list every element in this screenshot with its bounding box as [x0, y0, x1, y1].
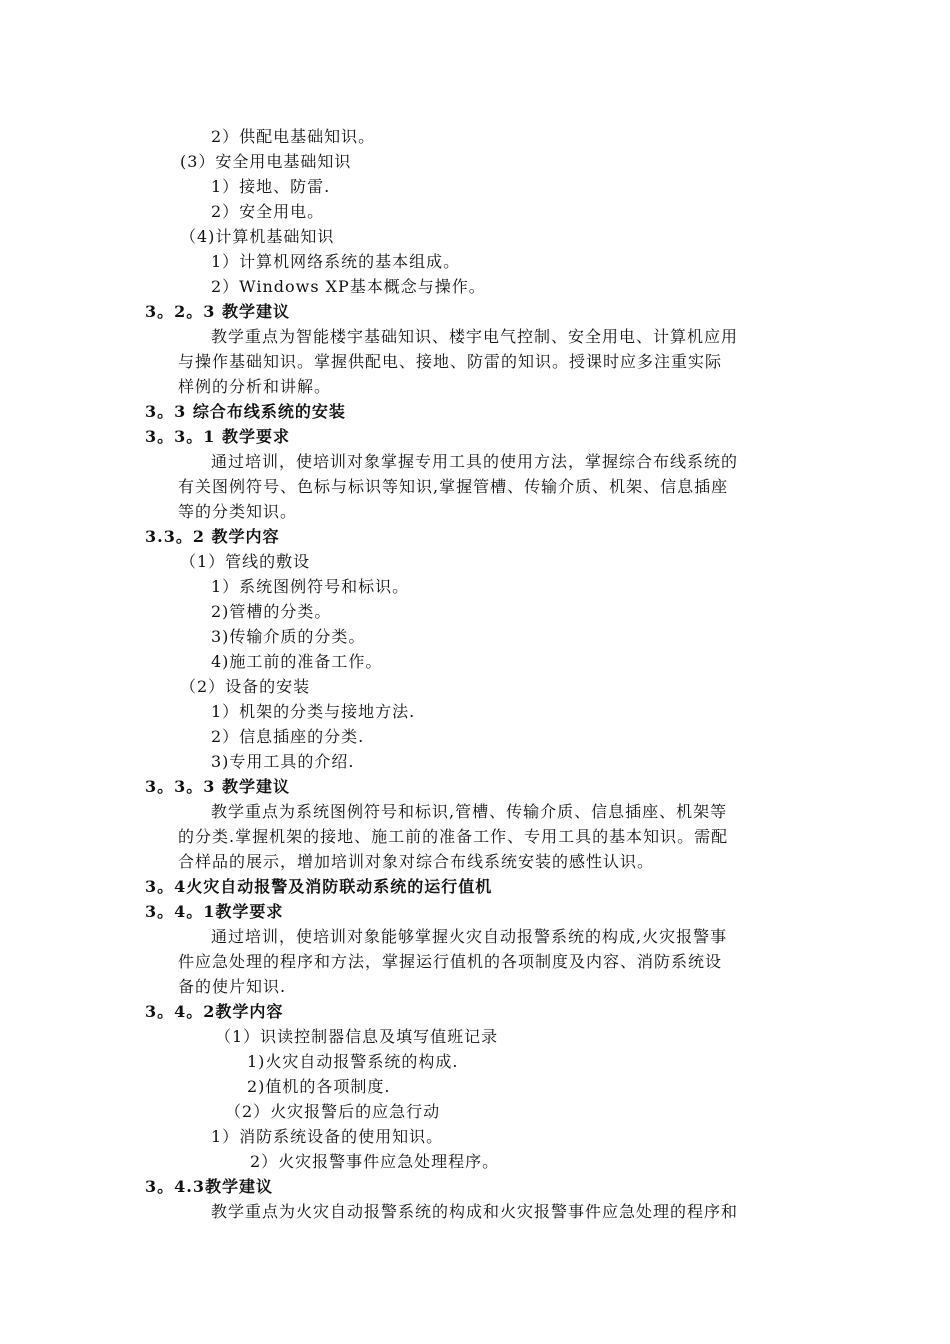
- paragraph-line: 件应急处理的程序和方法，掌握运行值机的各项制度及内容、消防系统设: [178, 952, 723, 971]
- section-heading: 3。3。1 教学要求: [145, 427, 290, 446]
- list-item: 1）系统图例符号和标识。: [211, 577, 410, 596]
- list-item: 1）接地、防雷.: [211, 177, 331, 196]
- paragraph-line: 教学重点为系统图例符号和标识,管槽、传输介质、信息插座、机架等: [211, 802, 728, 821]
- list-item: 2）供配电基础知识。: [211, 127, 376, 146]
- section-heading: 3。4.3教学建议: [145, 1177, 273, 1196]
- list-item: 2）火灾报警事件应急处理程序。: [250, 1152, 500, 1171]
- paragraph-line: 备的使片知识.: [178, 977, 287, 996]
- list-item: 2)管槽的分类。: [211, 602, 332, 621]
- section-heading: 3。3 综合布线系统的安装: [145, 402, 346, 421]
- section-heading: 3.3。2 教学内容: [145, 527, 280, 546]
- list-item: 2）安全用电。: [211, 202, 325, 221]
- list-item: 4)施工前的准备工作。: [211, 652, 383, 671]
- list-item: 2）信息插座的分类.: [211, 727, 365, 746]
- paragraph-line: 有关图例符号、色标与标识等知识,掌握管槽、传输介质、机架、信息插座: [178, 477, 729, 496]
- list-item: （2）设备的安装: [180, 677, 311, 696]
- list-item: 1)火灾自动报警系统的构成.: [247, 1052, 459, 1071]
- list-item: （1）管线的敷设: [180, 552, 311, 571]
- list-item: 1）计算机网络系统的基本组成。: [211, 252, 461, 271]
- list-item: 3)专用工具的介绍.: [211, 752, 355, 771]
- paragraph-line: 与操作基础知识。掌握供配电、接地、防雷的知识。授课时应多注重实际: [178, 352, 723, 371]
- section-heading: 3。4。2教学内容: [145, 1002, 284, 1021]
- paragraph-line: 样例的分析和讲解。: [178, 377, 332, 396]
- paragraph-line: 的分类.掌握机架的接地、施工前的准备工作、专用工具的基本知识。需配: [178, 827, 729, 846]
- list-item: （1）识读控制器信息及填写值班记录: [215, 1027, 499, 1046]
- list-item: 2）Windows XP基本概念与操作。: [211, 277, 486, 296]
- paragraph-line: 合样品的展示，增加培训对象对综合布线系统安装的感性认识。: [178, 852, 655, 871]
- list-item: 3)传输介质的分类。: [211, 627, 366, 646]
- list-item: (3）安全用电基础知识: [180, 152, 352, 171]
- section-heading: 3。4火灾自动报警及消防联动系统的运行值机: [145, 877, 493, 896]
- paragraph-line: 通过培训，使培训对象掌握专用工具的使用方法，掌握综合布线系统的: [211, 452, 739, 471]
- list-item: 1）机架的分类与接地方法.: [211, 702, 416, 721]
- section-heading: 3。4。1教学要求: [145, 902, 284, 921]
- list-item: 2)值机的各项制度.: [247, 1077, 391, 1096]
- paragraph-line: 通过培训，使培训对象能够掌握火灾自动报警系统的构成,火灾报警事: [211, 927, 728, 946]
- paragraph-line: 教学重点为智能楼宇基础知识、楼宇电气控制、安全用电、计算机应用: [211, 327, 739, 346]
- list-item: （2）火灾报警后的应急行动: [225, 1102, 441, 1121]
- section-heading: 3。3。3 教学建议: [145, 777, 290, 796]
- section-heading: 3。2。3 教学建议: [145, 302, 290, 321]
- paragraph-line: 教学重点为火灾自动报警系统的构成和火灾报警事件应急处理的程序和: [211, 1202, 739, 1221]
- list-item: （4)计算机基础知识: [180, 227, 335, 246]
- paragraph-line: 等的分类知识。: [178, 502, 298, 521]
- list-item: 1）消防系统设备的使用知识。: [211, 1127, 444, 1146]
